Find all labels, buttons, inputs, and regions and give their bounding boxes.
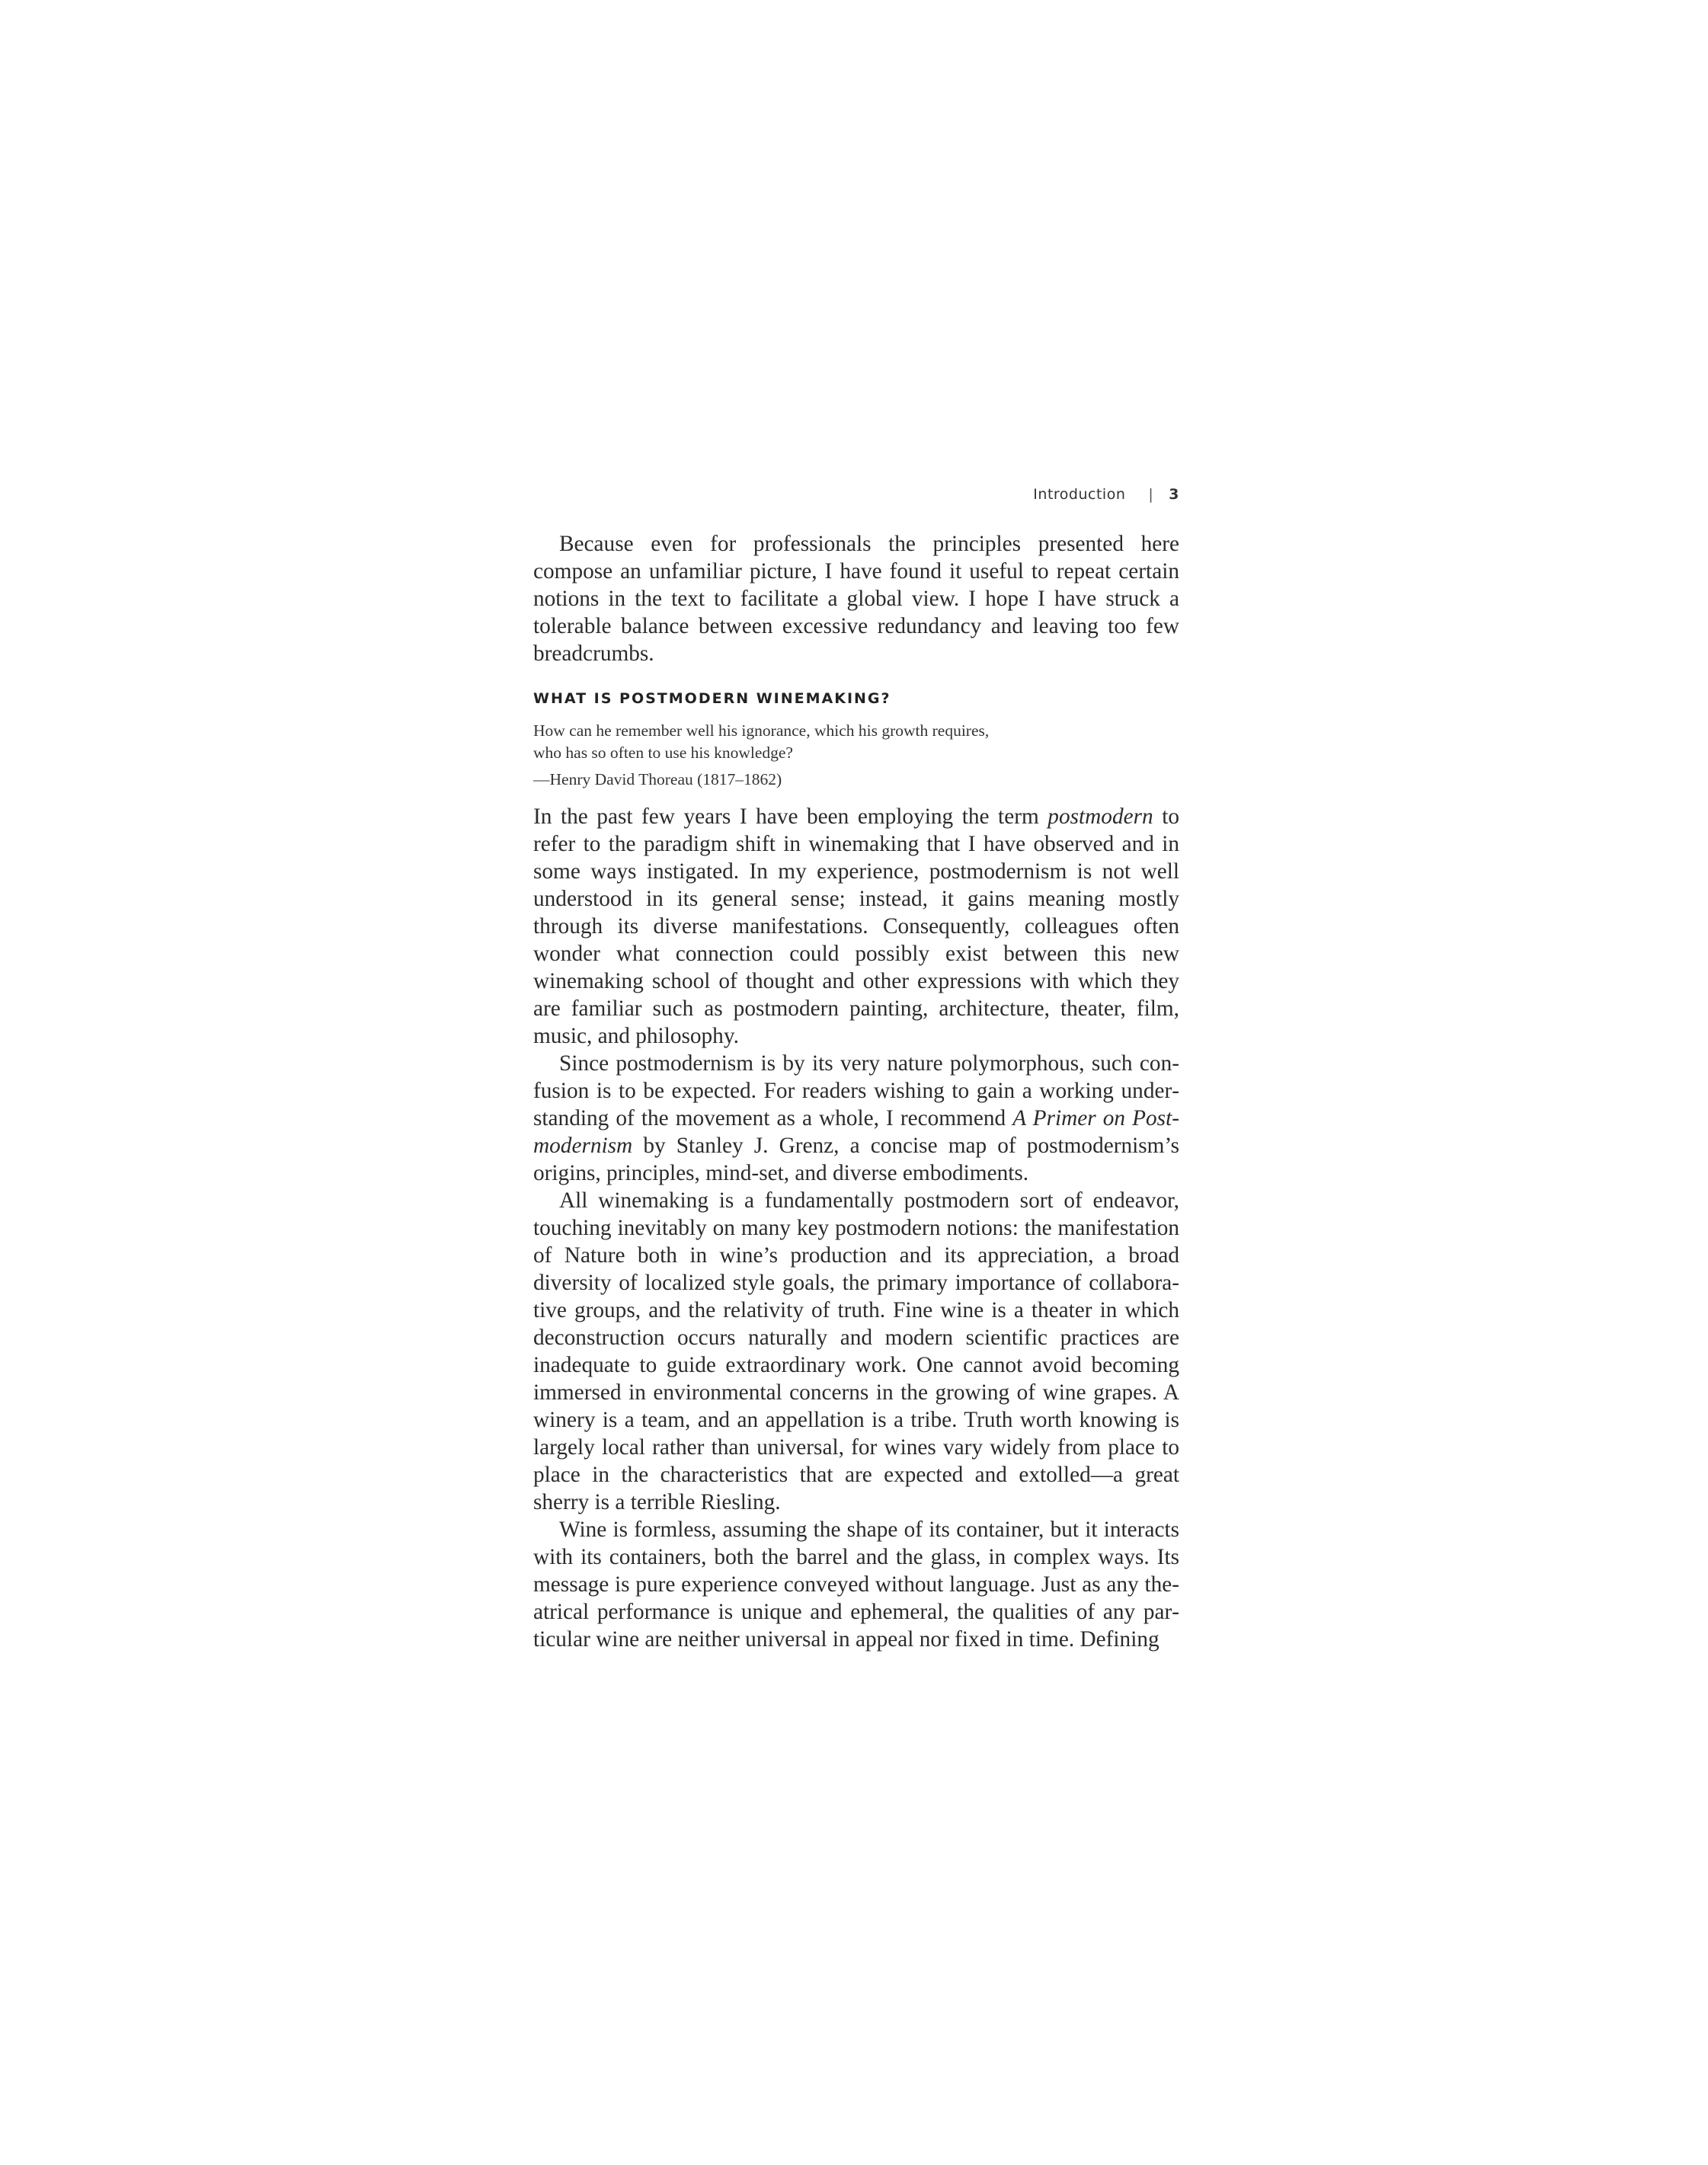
epigraph-line-2: who has so often to use his knowledge? xyxy=(533,744,793,762)
page-number: 3 xyxy=(1169,486,1179,503)
section-heading: WHAT IS POSTMODERN WINEMAKING? xyxy=(533,690,891,707)
paragraph-1-before: In the past few years I have been employing the term xyxy=(533,804,1048,829)
intro-block xyxy=(533,530,1179,667)
book-title: A Primer on Postmodernism xyxy=(533,1106,1179,1158)
epigraph-attribution: —Henry David Thoreau (1817–1862) xyxy=(533,770,782,788)
section-body xyxy=(533,803,1179,1653)
running-head xyxy=(533,486,1179,503)
paragraph-2-after: by Stanley J. Grenz, a concise map of postmodernism’s origins, principles, mind-set, and diverse embodiments. xyxy=(533,1134,1179,1185)
paragraph-2 xyxy=(533,1050,1179,1187)
epigraph xyxy=(533,720,1112,791)
paragraph-1-after: to refer to the paradigm shift in winemaking that I have observed and in some ways instigated. In my experience, postmodernism is not well understood in its general sense; instead, it gains meaning mostly through its diverse manifestations. Consequently, colleagues often wonder what connection could possibly exist between this new winemaking school of thought and other expressions with which they are familiar such as postmodern painting, architecture, theater, film, music, and philosophy. xyxy=(533,804,1179,1048)
intro-paragraph: Because even for professionals the principles presented here compose an unfamiliar picture, I have found it useful to repeat certain notions in the text to facilitate a global view. I hope I have struck a tolerable balance between excessive redundancy and leaving too few breadcrumbs. xyxy=(533,532,1179,666)
paragraph-2-before: Since postmodernism is by its very nature polymorphous, such confusion is to be expected. For readers wishing to gain a working understanding of the movement as a whole, I recommend xyxy=(533,1051,1179,1130)
paragraph-1 xyxy=(533,803,1179,1050)
paragraph-1-term: postmodern xyxy=(1048,804,1153,829)
running-head-separator: | xyxy=(1148,486,1154,503)
paragraph-3: All winemaking is a fundamentally postmodern sort of endeavor, touching inevitably on many key postmodern notions: the manifestation of Nature both in wine’s production and its appreciation, a broad diversity of localized style goals, the primary importance of collaborative groups, and the relativity of truth. Fine wine is a theater in which deconstruction occurs naturally and modern scientific practices are inadequate to guide extraordinary work. One cannot avoid becoming immersed in environmental concerns in the growing of wine grapes. A winery is a team, and an appellation is a tribe. Truth worth knowing is largely local rather than universal, for wines vary widely from place to place in the characteristics that are expected and extolled—a great sherry is a terrible Riesling. xyxy=(533,1188,1179,1514)
running-head-section: Introduction xyxy=(1033,486,1126,503)
paragraph-4: Wine is formless, assuming the shape of its container, but it interacts with its containers, both the barrel and the glass, in complex ways. Its message is pure experience conveyed without language. Just as any theatrical performance is unique and ephemeral, the qualities of any particular wine are neither universal in appeal nor fixed in time. Defining xyxy=(533,1517,1179,1652)
epigraph-line-1: How can he remember well his ignorance, which his growth requires, xyxy=(533,721,990,740)
